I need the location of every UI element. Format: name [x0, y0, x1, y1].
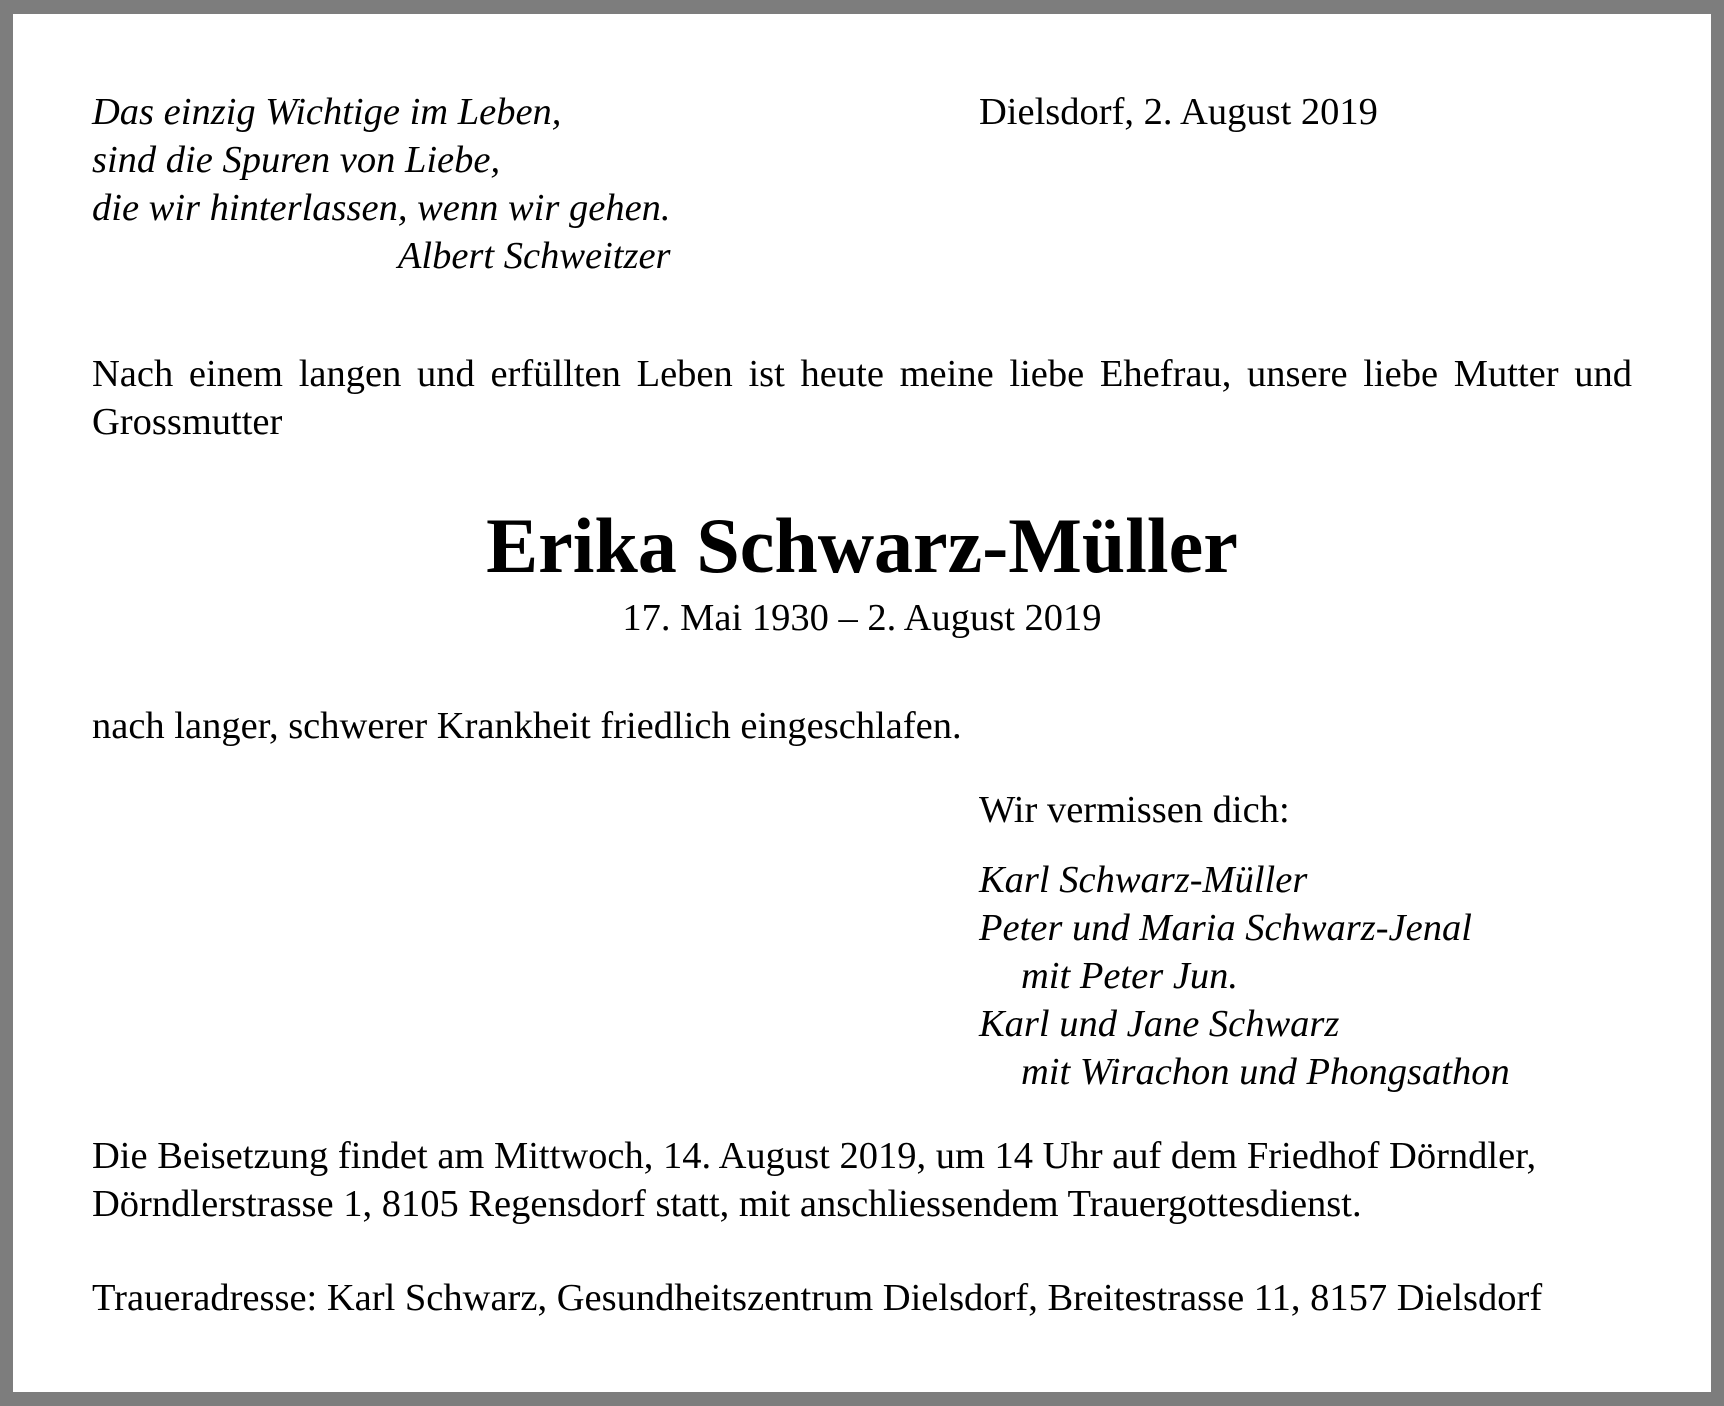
- deceased-lifespan: 17. Mai 1930 – 2. August 2019: [622, 597, 1102, 639]
- funeral-line: Dörndlerstrasse 1, 8105 Regensdorf statt, mit anschliessendem Trauergottesdienst.: [92, 1183, 1362, 1225]
- mourning-address: Traueradresse: Karl Schwarz, Gesundheitszentrum Dielsdorf, Breitestrasse 11, 8157 Dielsdorf: [92, 1277, 1543, 1319]
- mourners-list: [979, 856, 1510, 1096]
- mourners-heading: Wir vermissen dich:: [979, 789, 1290, 831]
- quote-line: Das einzig Wichtige im Leben,: [92, 91, 562, 133]
- place-date: Dielsdorf, 2. August 2019: [979, 91, 1378, 133]
- intro-paragraph: Nach einem langen und erfüllten Leben ist heute meine liebe Ehefrau, unsere liebe Mutter und Grossmutter: [92, 353, 1632, 443]
- quote-author: Albert Schweitzer: [397, 235, 671, 277]
- mourner-name: mit Wirachon und Phongsathon: [1021, 1051, 1510, 1093]
- mourner-name: Karl Schwarz-Müller: [979, 859, 1308, 901]
- quote-line: die wir hinterlassen, wenn wir gehen.: [92, 187, 671, 229]
- funeral-details: [92, 1132, 1632, 1228]
- mourner-name: Karl und Jane Schwarz: [979, 1003, 1340, 1045]
- mourner-name: mit Peter Jun.: [1021, 955, 1239, 997]
- epigraph-quote: [92, 88, 671, 280]
- quote-line: sind die Spuren von Liebe,: [92, 139, 501, 181]
- deceased-name: Erika Schwarz-Müller: [486, 502, 1238, 589]
- closing-sentence: nach langer, schwerer Krankheit friedlich eingeschlafen.: [92, 705, 962, 747]
- funeral-line: Die Beisetzung findet am Mittwoch, 14. August 2019, um 14 Uhr auf dem Friedhof Dörndler,: [92, 1135, 1537, 1177]
- mourner-name: Peter und Maria Schwarz-Jenal: [979, 907, 1472, 949]
